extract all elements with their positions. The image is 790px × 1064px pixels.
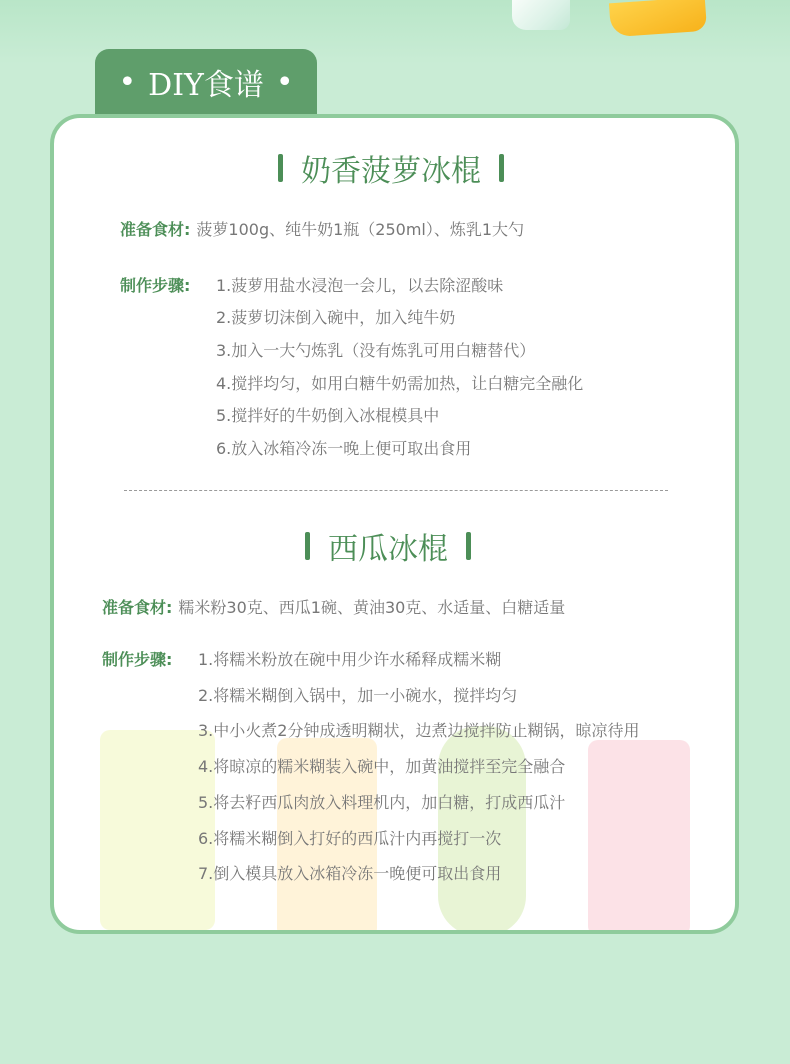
- step-item: 4.将晾凉的糯米糊装入碗中，加黄油搅拌至完全融合: [198, 757, 566, 776]
- dashed-divider: [124, 490, 668, 491]
- ingredients-value: 菠萝100g、纯牛奶1瓶（250ml）、炼乳1大勺: [196, 220, 525, 239]
- berry-popsicle-image: [588, 740, 690, 934]
- ice-cube-image: [512, 0, 570, 30]
- steps-label: 制作步骤:: [102, 650, 173, 669]
- recipe-title-text: 西瓜冰棍: [328, 532, 448, 567]
- recipe-card: [50, 114, 739, 934]
- ingredients-row-1: [120, 220, 524, 240]
- diy-recipe-tab: [95, 49, 317, 115]
- steps-label-row-2: [102, 650, 172, 670]
- step-item: 3.加入一大勺炼乳（没有炼乳可用白糖替代）: [216, 341, 536, 360]
- step-item: 1.菠萝用盐水浸泡一会儿，以去除涩酸味: [216, 276, 504, 295]
- step-item: 3.中小火煮2分钟成透明糊状，边煮边搅拌防止糊锅，晾凉待用: [198, 721, 640, 740]
- ingredients-label: 准备食材:: [120, 220, 191, 239]
- steps-label-row-1: [120, 276, 190, 296]
- recipe-title-text: 奶香菠萝冰棍: [301, 154, 481, 189]
- title-bar-left: [305, 532, 310, 560]
- title-bar-left: [278, 154, 283, 182]
- step-item: 7.倒入模具放入冰箱冷冻一晚便可取出食用: [198, 864, 502, 883]
- title-bar-right: [466, 532, 471, 560]
- ingredients-label: 准备食材:: [102, 598, 173, 617]
- steps-label: 制作步骤:: [120, 276, 191, 295]
- ingredients-row-2: [102, 598, 565, 618]
- step-item: 6.放入冰箱冷冻一晚上便可取出食用: [216, 439, 472, 458]
- title-bar-right: [499, 154, 504, 182]
- recipe-title-2: [305, 524, 471, 568]
- step-item: 5.将去籽西瓜肉放入料理机内，加白糖，打成西瓜汁: [198, 793, 566, 812]
- tab-title: DIY食谱: [148, 68, 264, 103]
- tab-dot-left: •: [118, 64, 137, 100]
- step-item: 2.将糯米糊倒入锅中，加一小碗水，搅拌均匀: [198, 686, 518, 705]
- recipe-title-1: [278, 146, 504, 190]
- step-item: 6.将糯米糊倒入打好的西瓜汁内再搅打一次: [198, 829, 502, 848]
- ingredients-value: 糯米粉30克、西瓜1碗、黄油30克、水适量、白糖适量: [178, 598, 566, 617]
- step-item: 1.将糯米粉放在碗中用少许水稀释成糯米糊: [198, 650, 502, 669]
- step-item: 4.搅拌均匀，如用白糖牛奶需加热，让白糖完全融化: [216, 374, 584, 393]
- tab-dot-right: •: [275, 64, 294, 100]
- step-item: 5.搅拌好的牛奶倒入冰棍模具中: [216, 406, 440, 425]
- step-item: 2.菠萝切沫倒入碗中，加入纯牛奶: [216, 308, 456, 327]
